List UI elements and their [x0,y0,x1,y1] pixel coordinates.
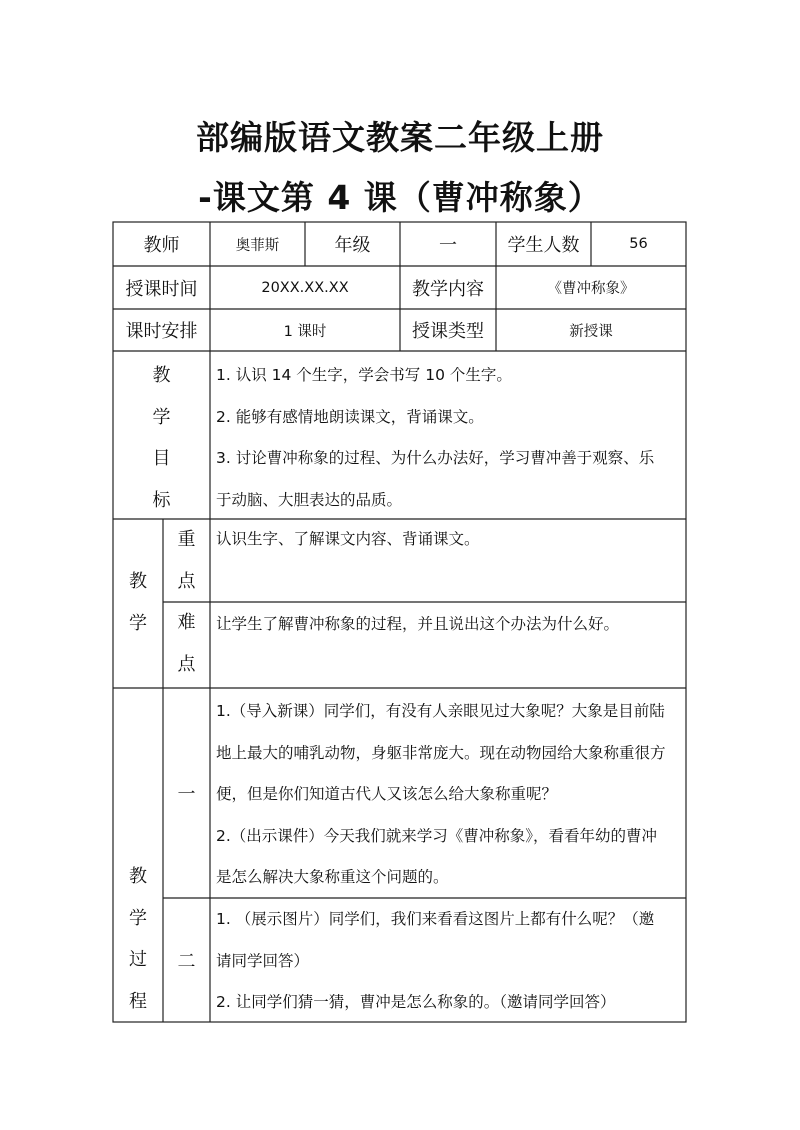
teacher-value: 奥菲斯 [235,237,280,254]
grade-value: 一 [439,235,457,256]
process-label-char: 教 [129,866,147,887]
period-label: 课时安排 [125,321,198,342]
process-step1-line: 是怎么解决大象称重这个问题的。 [216,868,449,886]
key-points-label [163,519,210,602]
key-points-char: 重 [177,529,196,550]
goals-line: 于动脑、大胆表达的品质。 [216,490,403,509]
process-label [113,856,163,1022]
type-value: 新授课 [569,323,613,340]
difficult-points-char: 难 [177,612,196,633]
goals-label-char: 目 [152,448,171,469]
difficult-points-text: 让学生了解曹冲称象的过程，并且说出这个办法为什么好。 [216,615,620,633]
goals-label-char: 学 [152,406,171,428]
key-points-char: 点 [177,570,196,592]
keypoints-outer-char: 教 [129,571,147,592]
content-label: 教学内容 [412,278,484,300]
difficult-points-label [163,602,210,686]
keypoints-outer-label [113,561,163,645]
goals-text [210,355,686,521]
document-title-line1: 部编版语文教案二年级上册 [196,118,604,157]
process-step1-line: 2.（出示课件）今天我们就来学习《曹冲称象》，看看年幼的曹冲 [216,826,658,845]
process-label-char: 程 [129,990,147,1012]
process-step1-line: 便，但是你们知道古代人又该怎么给大象称重呢？ [216,785,558,803]
time-label: 授课时间 [125,278,198,300]
students-value: 56 [629,236,648,252]
process-step1-label: 一 [177,784,196,805]
goals-label-char: 教 [152,365,171,386]
process-step1-text [210,691,686,899]
process-step2-line: 请同学回答） [216,951,310,970]
process-step2-line: 1. （展示图片）同学们，我们来看看这图片上都有什么呢？（邀 [216,910,655,928]
type-label: 授课类型 [412,321,484,342]
goals-label-char: 标 [152,489,171,511]
process-step2-label: 二 [177,951,196,972]
key-points-text: 认识生字、了解课文内容、背诵课文。 [216,530,480,548]
keypoints-outer-char: 学 [129,613,147,634]
process-label-char: 学 [129,907,147,929]
time-value: 20XX.XX.XX [261,279,349,296]
content-value: 《曹冲称象》 [547,281,635,297]
process-step1-line: 地上最大的哺乳动物，身躯非常庞大。现在动物园给大象称重很方 [216,743,666,762]
process-label-char: 过 [129,949,147,970]
teacher-label: 教师 [143,235,180,256]
goals-label [113,355,210,521]
process-step2-text [210,899,686,1024]
students-label: 学生人数 [507,235,580,256]
document-title-line2: -课文第 4 课（曹冲称象） [198,178,602,217]
goals-line: 2. 能够有感情地朗读课文，背诵课文。 [216,407,484,426]
process-step2-line: 2. 让同学们猜一猜，曹冲是怎么称象的。（邀请同学回答） [216,993,616,1011]
grade-label: 年级 [334,235,371,256]
process-step1-line: 1.（导入新课）同学们，有没有人亲眼见过大象呢？大象是目前陆 [216,702,665,720]
goals-line: 1. 认识 14 个生字，学会书写 10 个生字。 [216,366,512,384]
period-value: 1 课时 [283,323,327,340]
goals-line: 3. 讨论曹冲称象的过程、为什么办法好，学习曹冲善于观察、乐 [216,449,655,467]
difficult-points-char: 点 [177,654,196,675]
